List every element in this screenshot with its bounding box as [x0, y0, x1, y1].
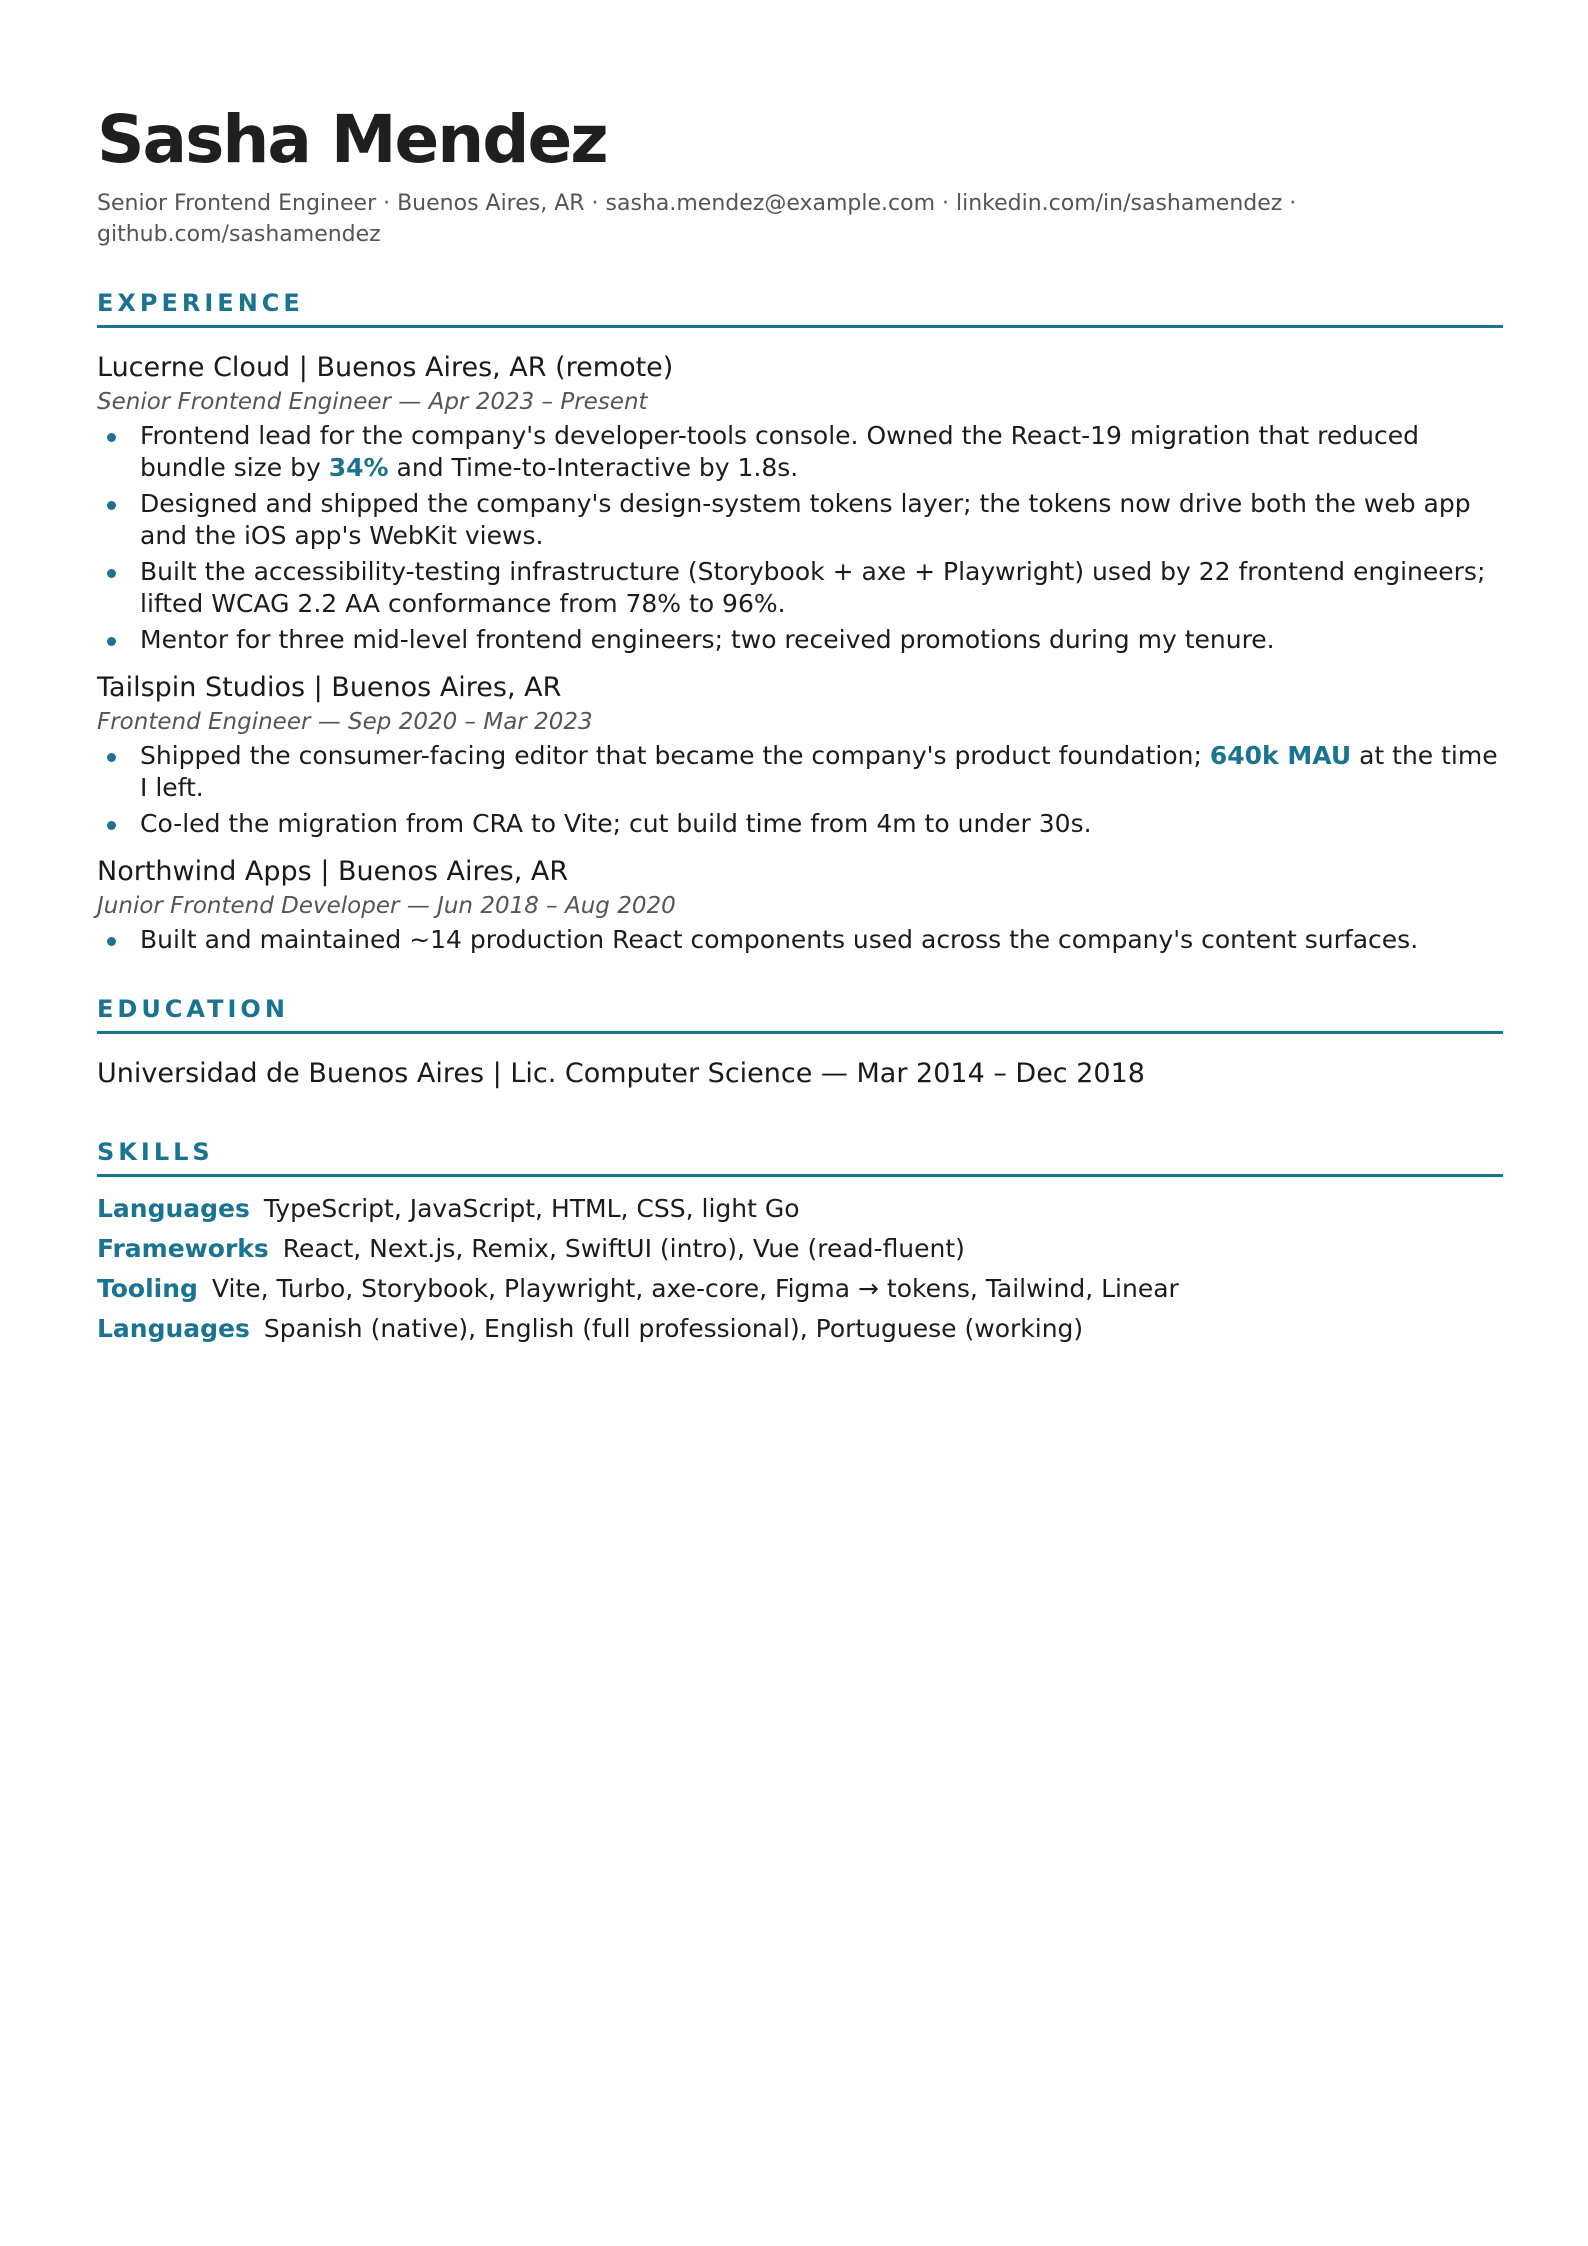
skills-heading: SKILLS — [97, 1137, 1503, 1177]
job-bullets — [97, 420, 1503, 656]
experience-heading: EXPERIENCE — [97, 288, 1503, 328]
bullet-text: Frontend lead for the company's developer-tools console. Owned the React-19 migration that reduced bundle size by — [140, 421, 1420, 482]
bullet-text-tail: and Time-to-Interactive by 1.8s. — [388, 453, 799, 482]
education-entry: Universidad de Buenos Aires | Lic. Computer Science — Mar 2014 – Dec 2018 — [97, 1058, 1145, 1089]
skill-row — [97, 1189, 1503, 1229]
skill-category: Frameworks — [97, 1234, 269, 1263]
job-role-dates: Junior Frontend Developer — Jun 2018 – Aug 2020 — [97, 893, 676, 919]
bullet-text: Co-led the migration from CRA to Vite; cut build time from 4m to under 30s. — [140, 809, 1092, 838]
bullet-item — [97, 924, 1503, 956]
bullet-dot-icon — [107, 937, 116, 946]
bullet-item — [97, 556, 1503, 620]
bullet-dot-icon — [107, 821, 116, 830]
bullet-text: Built the accessibility-testing infrastructure (Storybook + axe + Playwright) used by 22 frontend engineers; lifted WCAG 2.2 AA conformance from 78% to 96%. — [140, 557, 1486, 618]
bullet-item — [97, 808, 1503, 840]
skill-category: Tooling — [97, 1274, 198, 1303]
bullet-dot-icon — [107, 569, 116, 578]
skill-row — [97, 1229, 1503, 1269]
experience-entry — [97, 670, 1503, 840]
candidate-name: Sasha Mendez — [97, 101, 607, 178]
bullet-text: Built and maintained ~14 production React components used across the company's content surfaces. — [140, 925, 1419, 954]
skill-category: Languages — [97, 1314, 250, 1343]
bullet-item — [97, 624, 1503, 656]
skills-list — [97, 1189, 1503, 1349]
skill-values: TypeScript, JavaScript, HTML, CSS, light Go — [263, 1194, 800, 1223]
job-role-dates: Frontend Engineer — Sep 2020 – Mar 2023 — [97, 709, 593, 735]
job-bullets — [97, 924, 1503, 956]
job-title: Northwind Apps | Buenos Aires, AR — [97, 856, 569, 887]
job-bullets — [97, 740, 1503, 840]
bullet-dot-icon — [107, 501, 116, 510]
experience-entry — [97, 854, 1503, 956]
bullet-dot-icon — [107, 433, 116, 442]
experience-entry — [97, 350, 1503, 656]
bullet-highlight: 640k MAU — [1209, 741, 1352, 770]
bullet-text: Designed and shipped the company's design-system tokens layer; the tokens now drive both the web app and the iOS app's WebKit views. — [140, 489, 1471, 550]
job-role-dates: Senior Frontend Engineer — Apr 2023 – Present — [97, 389, 648, 415]
skill-row — [97, 1309, 1503, 1349]
bullet-text-tail: at the time I left. — [140, 741, 1498, 802]
bullet-dot-icon — [107, 637, 116, 646]
job-title: Lucerne Cloud | Buenos Aires, AR (remote) — [97, 352, 674, 383]
contact-line: Senior Frontend Engineer · Buenos Aires, AR · sasha.mendez@example.com · linkedin.com/in/sashamendez · github.com/sashamendez — [97, 191, 1297, 247]
bullet-dot-icon — [107, 753, 116, 762]
education-heading: EDUCATION — [97, 994, 1503, 1034]
skill-category: Languages — [97, 1194, 250, 1223]
experience-list — [97, 350, 1503, 956]
resume-page — [97, 98, 1503, 1349]
bullet-item — [97, 420, 1503, 484]
job-title: Tailspin Studios | Buenos Aires, AR — [97, 672, 562, 703]
bullet-item — [97, 488, 1503, 552]
bullet-highlight: 34% — [328, 453, 389, 482]
bullet-text: Shipped the consumer-facing editor that became the company's product foundation; — [140, 741, 1210, 770]
skill-values: React, Next.js, Remix, SwiftUI (intro), Vue (read-fluent) — [282, 1234, 965, 1263]
bullet-text: Mentor for three mid-level frontend engineers; two received promotions during my tenure. — [140, 625, 1275, 654]
skill-values: Spanish (native), English (full professional), Portuguese (working) — [263, 1314, 1084, 1343]
bullet-item — [97, 740, 1503, 804]
skill-values: Vite, Turbo, Storybook, Playwright, axe-core, Figma → tokens, Tailwind, Linear — [211, 1274, 1179, 1303]
skill-row — [97, 1269, 1503, 1309]
